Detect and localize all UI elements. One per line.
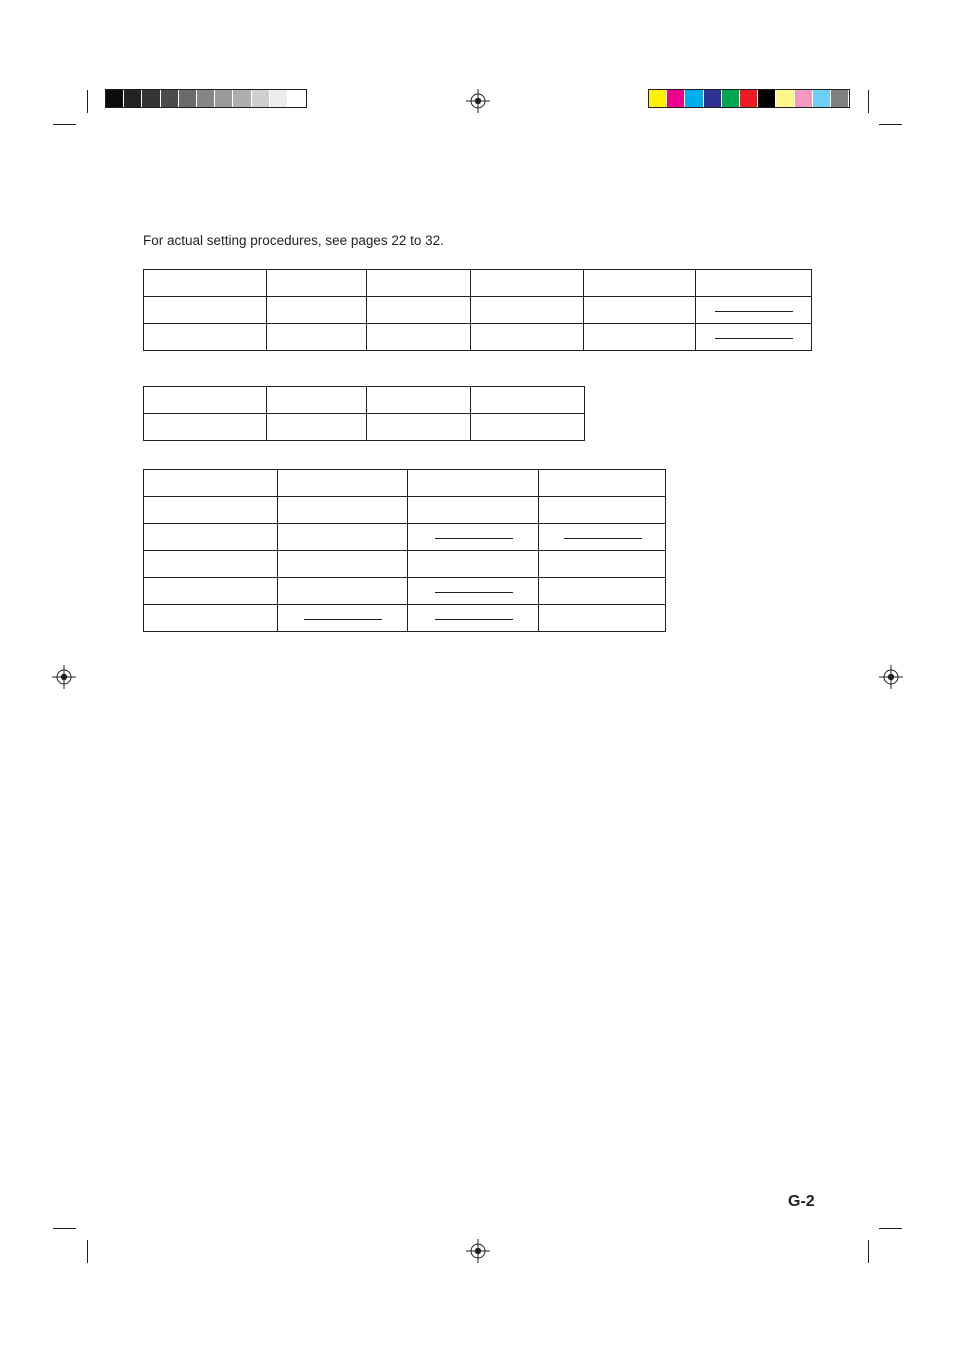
table-cell <box>696 324 812 351</box>
table-cell <box>267 387 367 414</box>
blank-entry-line <box>564 538 642 539</box>
crop-mark-bottom-left-v <box>87 1240 88 1263</box>
table-cell <box>278 470 408 497</box>
table-cell <box>144 497 278 524</box>
crop-mark-bottom-left-h <box>53 1228 76 1229</box>
table-cell <box>267 297 367 324</box>
table-cell <box>584 270 696 297</box>
color-swatch <box>795 90 813 107</box>
color-swatch <box>288 90 306 107</box>
table-cell <box>408 605 539 632</box>
table-row <box>144 324 812 351</box>
table-cell <box>144 324 267 351</box>
blank-entry-line <box>715 338 793 339</box>
grayscale-color-bar <box>105 89 307 108</box>
table-cell <box>367 324 471 351</box>
table-cell <box>539 497 666 524</box>
crop-mark-top-left-v <box>87 90 88 113</box>
crop-mark-top-right-h <box>879 124 902 125</box>
registration-mark-icon <box>879 665 903 689</box>
color-swatch <box>776 90 794 107</box>
table-row <box>144 414 585 441</box>
color-swatch <box>142 90 160 107</box>
blank-entry-line <box>304 619 382 620</box>
table-cell <box>584 297 696 324</box>
blank-entry-line <box>435 538 513 539</box>
registration-mark-icon <box>52 665 76 689</box>
color-swatch <box>179 90 197 107</box>
table-cell <box>471 324 584 351</box>
table-cell <box>144 524 278 551</box>
color-swatch <box>722 90 740 107</box>
page-number: G-2 <box>788 1193 815 1210</box>
table-cell <box>471 387 585 414</box>
intro-text: For actual setting procedures, see pages 22 to 32. <box>143 233 444 248</box>
table-row <box>144 270 812 297</box>
table-cell <box>367 387 471 414</box>
table-cell <box>278 578 408 605</box>
table-cell <box>278 524 408 551</box>
table-cell <box>539 551 666 578</box>
settings-table-1 <box>143 269 812 351</box>
table-row <box>144 524 666 551</box>
table-cell <box>267 324 367 351</box>
table-cell <box>471 270 584 297</box>
table-cell <box>408 578 539 605</box>
table-cell <box>144 270 267 297</box>
table-cell <box>696 270 812 297</box>
table-cell <box>278 605 408 632</box>
blank-entry-line <box>435 592 513 593</box>
crop-mark-bottom-right-h <box>879 1228 902 1229</box>
table-cell <box>144 470 278 497</box>
process-color-bar <box>648 89 850 108</box>
blank-entry-line <box>715 311 793 312</box>
color-swatch <box>124 90 142 107</box>
table-cell <box>278 551 408 578</box>
table-cell <box>144 605 278 632</box>
table-cell <box>408 524 539 551</box>
table-row <box>144 470 666 497</box>
table-cell <box>584 324 696 351</box>
table-cell <box>367 414 471 441</box>
registration-mark-icon <box>466 1239 490 1263</box>
color-swatch <box>161 90 179 107</box>
table-cell <box>408 470 539 497</box>
table-cell <box>367 297 471 324</box>
table-cell <box>539 605 666 632</box>
table-cell <box>267 270 367 297</box>
color-swatch <box>831 90 849 107</box>
table-cell <box>367 270 471 297</box>
crop-mark-top-right-v <box>868 90 869 113</box>
color-swatch <box>197 90 215 107</box>
table-cell <box>539 578 666 605</box>
settings-table-2 <box>143 386 585 441</box>
color-swatch <box>233 90 251 107</box>
crop-mark-top-left-h <box>53 124 76 125</box>
table-cell <box>539 470 666 497</box>
table-row <box>144 551 666 578</box>
table-cell <box>267 414 367 441</box>
table-cell <box>144 297 267 324</box>
color-swatch <box>813 90 831 107</box>
color-swatch <box>685 90 703 107</box>
table-cell <box>144 387 267 414</box>
color-swatch <box>270 90 288 107</box>
table-cell <box>471 414 585 441</box>
table-cell <box>408 497 539 524</box>
color-swatch <box>649 90 667 107</box>
table-cell <box>696 297 812 324</box>
color-swatch <box>758 90 776 107</box>
color-swatch <box>740 90 758 107</box>
table-cell <box>408 551 539 578</box>
registration-mark-icon <box>466 89 490 113</box>
blank-entry-line <box>435 619 513 620</box>
table-row <box>144 387 585 414</box>
color-swatch <box>252 90 270 107</box>
color-swatch <box>106 90 124 107</box>
crop-mark-bottom-right-v <box>868 1240 869 1263</box>
table-cell <box>144 578 278 605</box>
color-swatch <box>667 90 685 107</box>
color-swatch <box>215 90 233 107</box>
table-row <box>144 578 666 605</box>
table-row <box>144 497 666 524</box>
table-cell <box>144 414 267 441</box>
table-cell <box>144 551 278 578</box>
table-cell <box>471 297 584 324</box>
table-cell <box>539 524 666 551</box>
settings-table-3 <box>143 469 666 632</box>
table-cell <box>278 497 408 524</box>
table-row <box>144 297 812 324</box>
color-swatch <box>704 90 722 107</box>
table-row <box>144 605 666 632</box>
